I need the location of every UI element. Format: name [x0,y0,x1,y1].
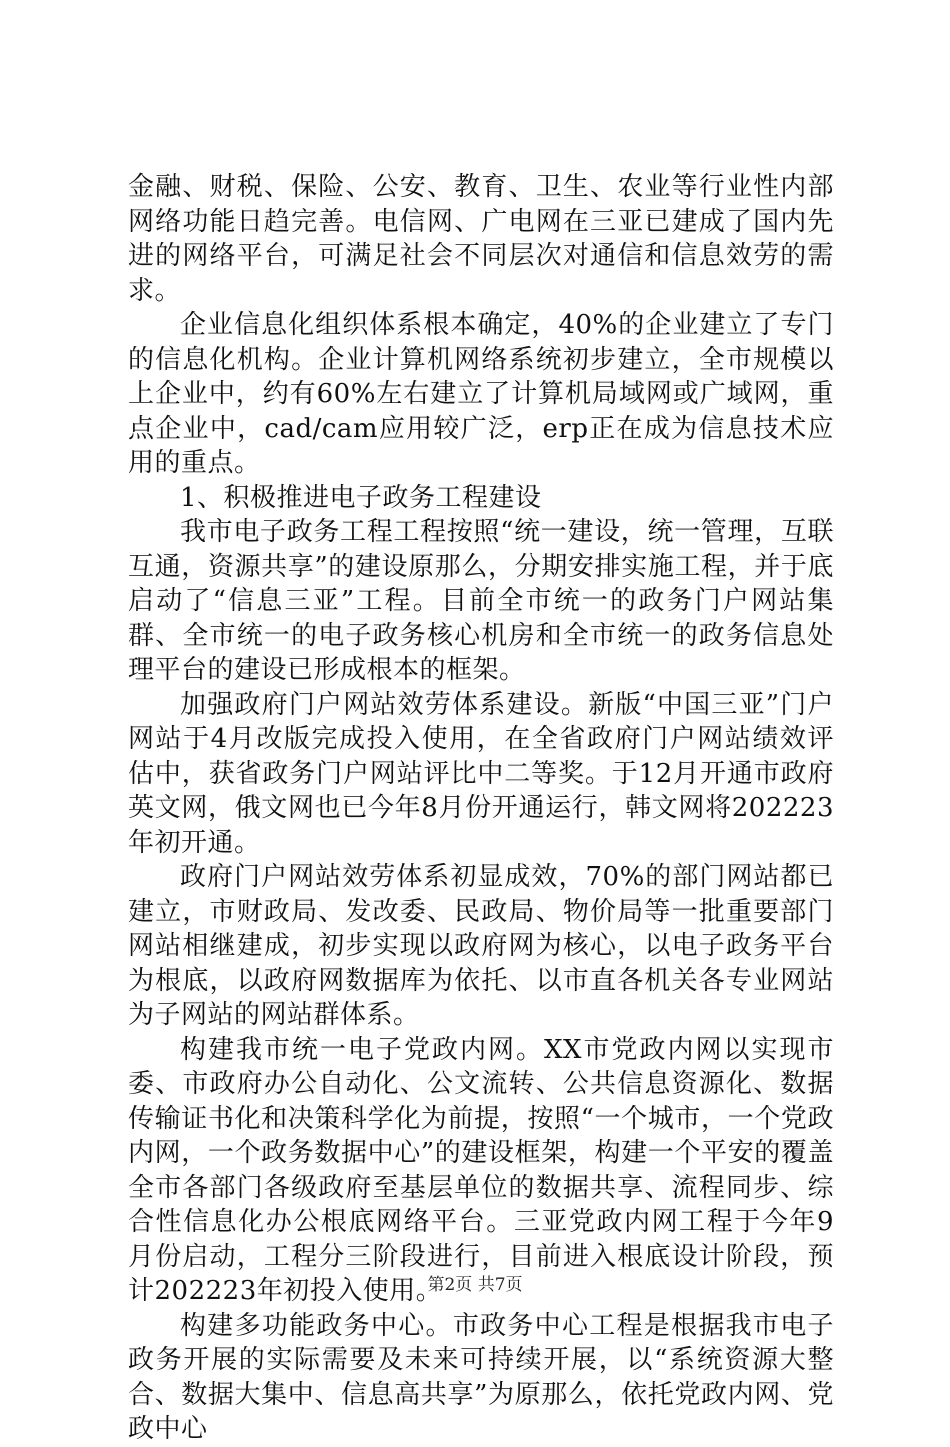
paragraph-1: 金融、财税、保险、公安、教育、卫生、农业等行业性内部网络功能日趋完善。电信网、广电网在三亚已建成了国内先进的网络平台，可满足社会不同层次对通信和信息效劳的需求。 [128,172,834,306]
page-footer: 第2页 共7页 [427,1275,523,1295]
paragraph-7: 构建多功能政务中心。市政务中心工程是根据我市电子政务开展的实际需要及未来可持续开展，以“系统资源大整合、数据大集中、信息高共享”为原那么，依托党政内网、党政中心 [128,1310,834,1444]
document-body [128,170,834,1447]
paragraph-3: 我市电子政务工程工程按照“统一建设，统一管理，互联互通，资源共享”的建设原那么，分期安排实施工程，并于底启动了“信息三亚”工程。目前全市统一的政务门户网站集群、全市统一的电子政务核心机房和全市统一的政务信息处理平台的建设已形成根本的框架。 [128,517,834,685]
paragraph-4: 加强政府门户网站效劳体系建设。新版“中国三亚”门户网站于4月改版完成投入使用，在全省政府门户网站绩效评估中，获省政务门户网站评比中二等奖。于12月开通市政府英文网，俄文网也已今年8月份开通运行，韩文网将202223年初开通。 [128,689,834,858]
paragraph-5: 政府门户网站效劳体系初显成效，70%的部门网站都已建立，市财政局、发改委、民政局、物价局等一批重要部门网站相继建成，初步实现以政府网为核心，以电子政务平台为根底，以政府网数据库为依托、以市直各机关各专业网站为子网站的网站群体系。 [128,862,834,1030]
paragraph-2: 企业信息化组织体系根本确定，40%的企业建立了专门的信息化机构。企业计算机网络系统初步建立，全市规模以上企业中，约有60%左右建立了计算机局域网或广域网，重点企业中，cad/cam应用较广泛，erp正在成为信息技术应用的重点。 [128,310,834,478]
paragraph-6: 构建我市统一电子党政内网。XX市党政内网以实现市委、市政府办公自动化、公文流转、公共信息资源化、数据传输证书化和决策科学化为前提，按照“一个城市，一个党政内网，一个政务数据中心”的建设框架，构建一个平安的覆盖全市各部门各级政府至基层单位的数据共享、流程同步、综合性信息化办公根底网络平台。三亚党政内网工程于今年9月份启动，工程分三阶段进行，目前进入根底设计阶段，预计202223年初投入使用。 [128,1034,834,1306]
section-heading: 1、积极推进电子政务工程建设 [180,482,542,513]
